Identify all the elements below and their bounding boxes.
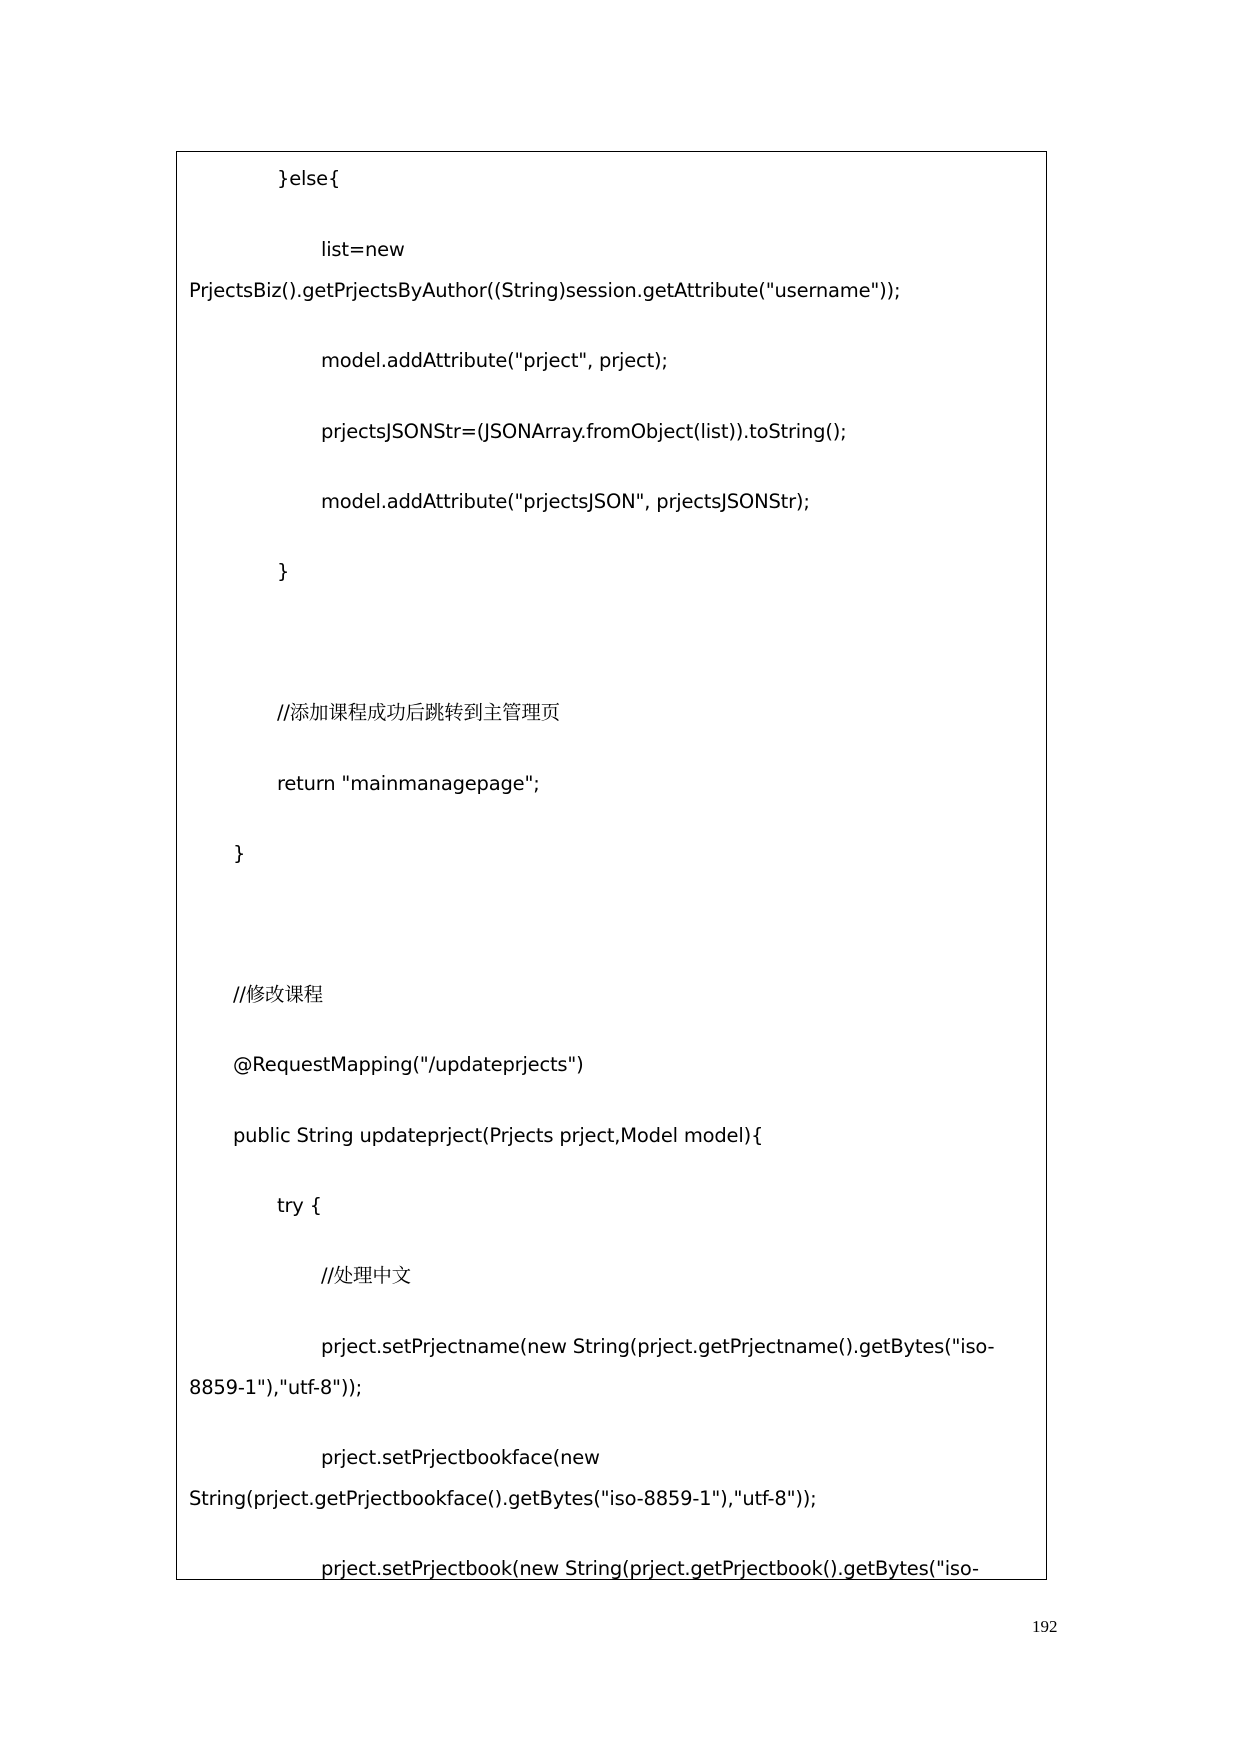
code-line: model.addAttribute("prjectsJSON", prjectsJSONStr); [321, 490, 810, 513]
code-comment: //修改课程 [233, 983, 323, 1006]
code-line: } [233, 842, 246, 865]
code-line: prjectsJSONStr=(JSONArray.fromObject(list)).toString(); [321, 420, 847, 443]
code-line: prject.setPrjectbookface(new [321, 1446, 600, 1469]
code-line: model.addAttribute("prject", prject); [321, 349, 668, 372]
code-line: } [277, 560, 290, 583]
code-line: @RequestMapping("/updateprjects") [233, 1053, 584, 1076]
code-line: return "mainmanagepage"; [277, 772, 540, 795]
code-line: list=new [321, 238, 405, 261]
code-comment: //添加课程成功后跳转到主管理页 [277, 701, 560, 724]
code-line: 8859-1"),"utf-8")); [189, 1376, 363, 1399]
code-block-frame [176, 151, 1047, 1580]
code-line: PrjectsBiz().getPrjectsByAuthor((String)session.getAttribute("username")); [189, 279, 901, 302]
code-line: prject.setPrjectbook(new String(prject.getPrjectbook().getBytes("iso- [321, 1557, 979, 1580]
code-line: String(prject.getPrjectbookface().getBytes("iso-8859-1"),"utf-8")); [189, 1487, 817, 1510]
code-line: }else{ [277, 167, 341, 190]
code-comment: //处理中文 [321, 1264, 411, 1287]
code-line: prject.setPrjectname(new String(prject.getPrjectname().getBytes("iso- [321, 1335, 995, 1358]
page-number: 192 [1032, 1617, 1058, 1636]
code-line: public String updateprject(Prjects prject,Model model){ [233, 1124, 764, 1147]
code-line: try { [277, 1194, 322, 1217]
